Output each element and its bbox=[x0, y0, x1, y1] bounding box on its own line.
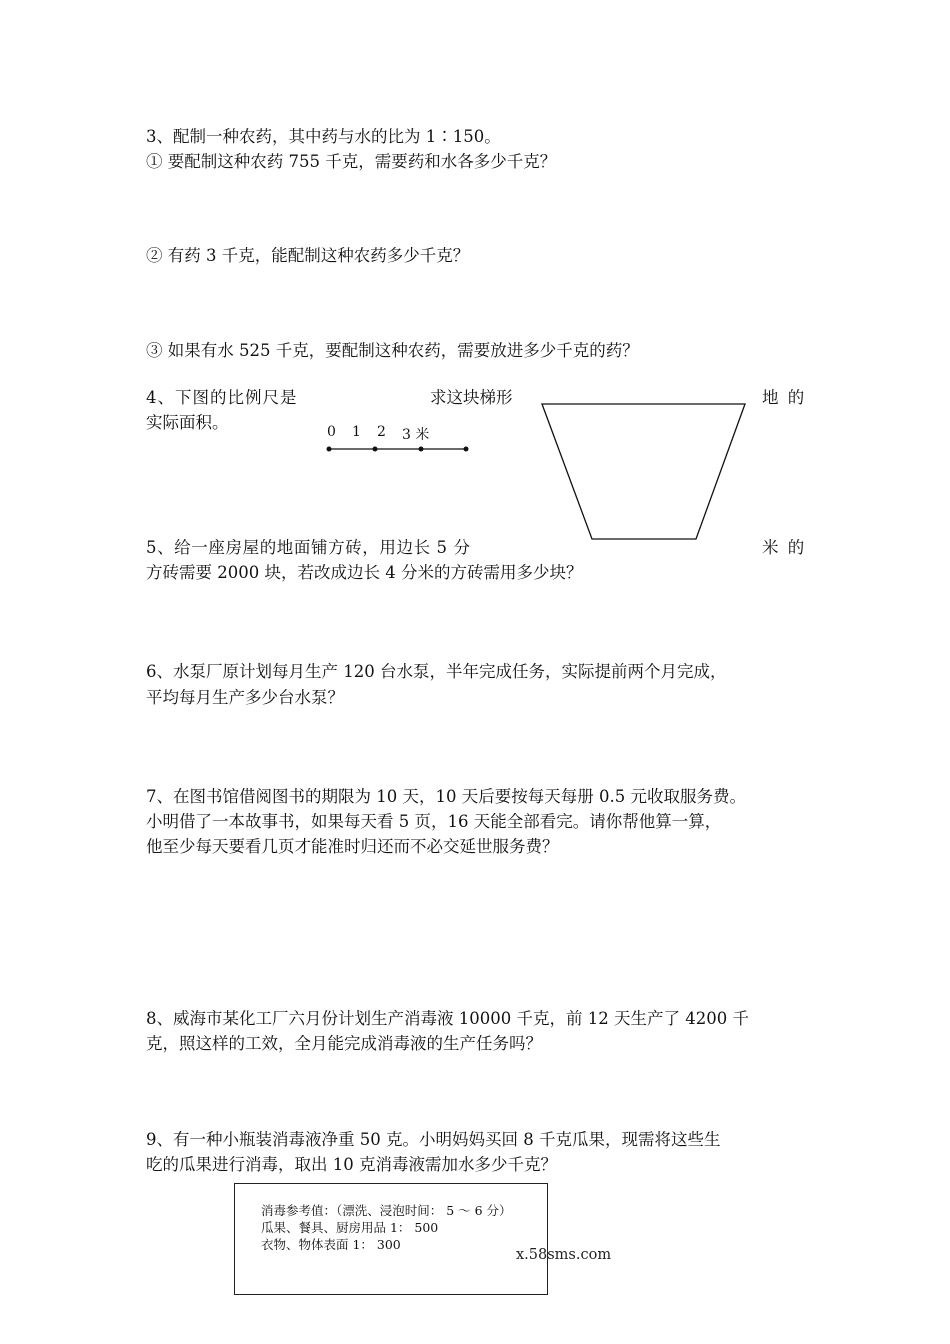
q3-sub3: ③ 如果有水 525 千克，要配制这种农药，需要放进多少千克的药？ bbox=[146, 341, 639, 360]
q9-line2: 吃的瓜果进行消毒，取出 10 克消毒液需加水多少千克？ bbox=[146, 1155, 557, 1174]
q6-line2: 平均每月生产多少台水泵？ bbox=[146, 688, 344, 707]
scale-label-2: 2 bbox=[377, 424, 386, 440]
q7-line1: 7、在图书馆借阅图书的期限为 10 天，10 天后要按每天每册 0.5 元收取服务费。 bbox=[146, 787, 746, 806]
scale-tick-0 bbox=[327, 447, 332, 452]
trapezoid-figure bbox=[538, 400, 752, 544]
q5-line2: 方砖需要 2000 块，若改成边长 4 分米的方砖需用多少块？ bbox=[146, 563, 583, 582]
trapezoid-shape bbox=[542, 404, 745, 539]
scale-tick-1 bbox=[373, 447, 378, 452]
q4-line2: 实际面积。 bbox=[146, 413, 229, 432]
q6-line1: 6、水泵厂原计划每月生产 120 台水泵，半年完成任务，实际提前两个月完成， bbox=[146, 662, 727, 681]
q5-part2: 米 的 bbox=[762, 538, 805, 557]
scale-labels bbox=[322, 424, 472, 444]
scale-bar bbox=[324, 442, 474, 456]
q3-sub2: ② 有药 3 千克，能配制这种农药多少千克？ bbox=[146, 246, 470, 265]
q4-part1: 4、下图的比例尺是 bbox=[146, 388, 298, 407]
reference-line-2: 瓜果、餐具、厨房用品 1： 500 bbox=[261, 1220, 439, 1235]
q3-title: 3、配制一种农药，其中药与水的比为 1∶150。 bbox=[146, 127, 501, 146]
scale-label-0: 0 bbox=[327, 424, 336, 440]
q4-part2: 求这块梯形 bbox=[430, 388, 513, 407]
scale-label-3: 3 米 bbox=[402, 427, 430, 443]
q3-sub1: ① 要配制这种农药 755 千克，需要药和水各多少千克？ bbox=[146, 152, 557, 171]
q8-line2: 克，照这样的工效，全月能完成消毒液的生产任务吗？ bbox=[146, 1034, 542, 1053]
q5-part1: 5、给一座房屋的地面铺方砖，用边长 5 分 bbox=[146, 538, 471, 557]
reference-line-1: 消毒参考值：（漂洗、浸泡时间： 5 ～ 6 分） bbox=[261, 1203, 512, 1218]
q8-line1: 8、威海市某化工厂六月份计划生产消毒液 10000 千克，前 12 天生产了 4200 千 bbox=[146, 1009, 749, 1028]
q4-part3: 地 的 bbox=[762, 388, 805, 407]
q7-line3: 他至少每天要看几页才能准时归还而不必交延世服务费？ bbox=[146, 837, 559, 856]
scale-tick-3 bbox=[464, 447, 469, 452]
reference-box bbox=[234, 1183, 548, 1295]
scale-tick-2 bbox=[419, 447, 424, 452]
reference-line-3: 衣物、物体表面 1： 300 bbox=[261, 1237, 401, 1252]
q7-line2: 小明借了一本故事书，如果每天看 5 页，16 天能全部看完。请你帮他算一算， bbox=[146, 812, 722, 831]
watermark: x.58sms.com bbox=[516, 1247, 612, 1263]
scale-label-1: 1 bbox=[352, 424, 361, 440]
q9-line1: 9、有一种小瓶装消毒液净重 50 克。小明妈妈买回 8 千克瓜果，现需将这些生 bbox=[146, 1130, 721, 1149]
